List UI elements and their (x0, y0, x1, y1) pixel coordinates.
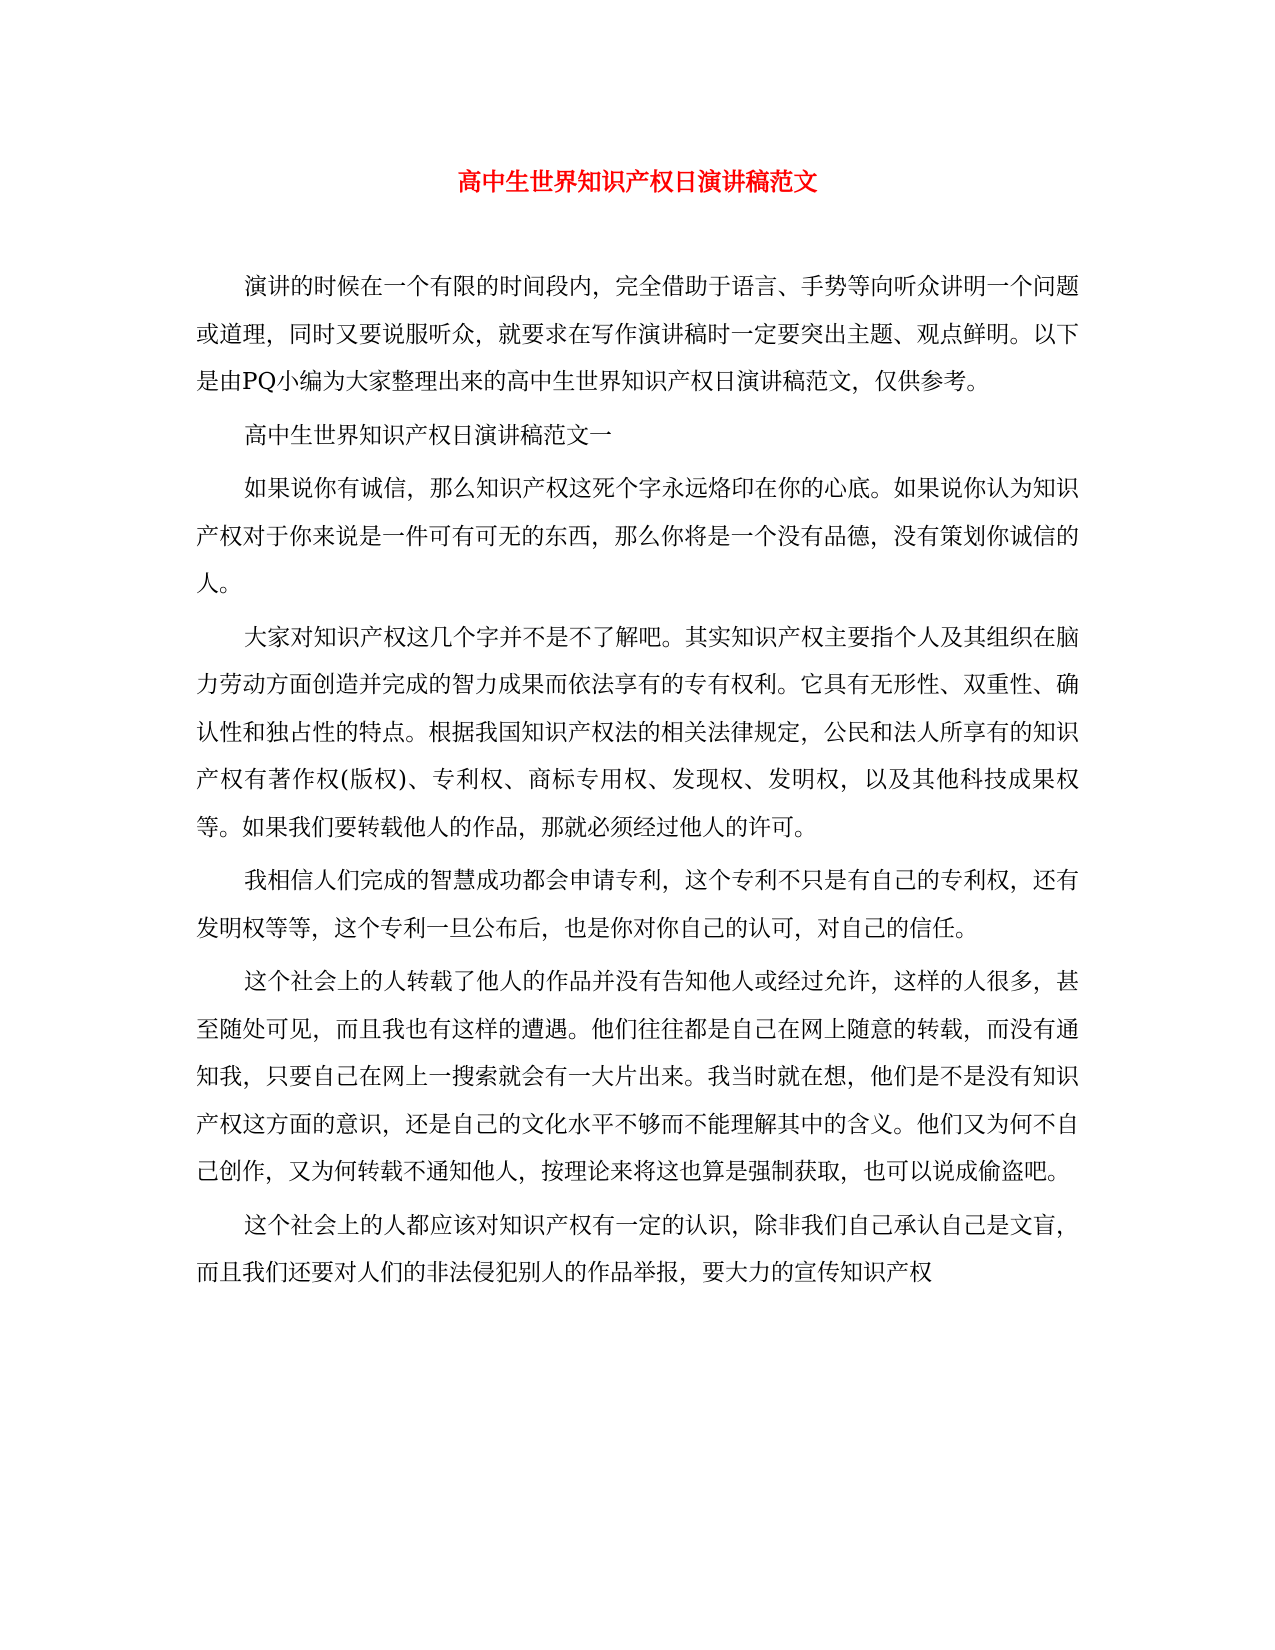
paragraph-intro: 演讲的时候在一个有限的时间段内，完全借助于语言、手势等向听众讲明一个问题或道理，同时又要说服听众，就要求在写作演讲稿时一定要突出主题、观点鲜明。以下是由PQ小编为大家整理出来的高中生世界知识产权日演讲稿范文，仅供参考。 (196, 274, 1079, 395)
paragraph-definition: 大家对知识产权这几个字并不是不了解吧。其实知识产权主要指个人及其组织在脑力劳动方面创造并完成的智力成果而依法享有的专有权利。它具有无形性、双重性、确认性和独占性的特点。根据我国知识产权法的相关法律规定，公民和法人所享有的知识产权有著作权(版权)、专利权、商标专用权、发现权、发明权，以及其他科技成果权等。如果我们要转载他人的作品，那就必须经过他人的许可。 (196, 624, 1079, 841)
document-title: 高中生世界知识产权日演讲稿范文 (457, 167, 818, 196)
document-body (196, 264, 1079, 1304)
paragraph-reposting: 这个社会上的人转载了他人的作品并没有告知他人或经过允许，这样的人很多，甚至随处可见，而且我也有这样的遭遇。他们往往都是自己在网上随意的转载，而没有通知我，只要自己在网上一搜索就会有一大片出来。我当时就在想，他们是不是没有知识产权这方面的意识，还是自己的文化水平不够而不能理解其中的含义。他们又为何不自己创作，又为何转载不通知他人，按理论来将这也算是强制获取，也可以说成偷盗吧。 (196, 969, 1079, 1185)
paragraph-integrity: 如果说你有诚信，那么知识产权这死个字永远烙印在你的心底。如果说你认为知识产权对于你来说是一件可有可无的东西，那么你将是一个没有品德，没有策划你诚信的人。 (196, 476, 1079, 597)
paragraph-patent: 我相信人们完成的智慧成功都会申请专利，这个专利不只是有自己的专利权，还有发明权等等，这个专利一旦公布后，也是你对你自己的认可，对自己的信任。 (196, 868, 1079, 942)
paragraph-awareness: 这个社会上的人都应该对知识产权有一定的认识，除非我们自己承认自己是文盲，而且我们还要对人们的非法侵犯别人的作品举报，要大力的宣传知识产权 (196, 1212, 1079, 1286)
paragraph-section-heading: 高中生世界知识产权日演讲稿范文一 (244, 422, 612, 449)
